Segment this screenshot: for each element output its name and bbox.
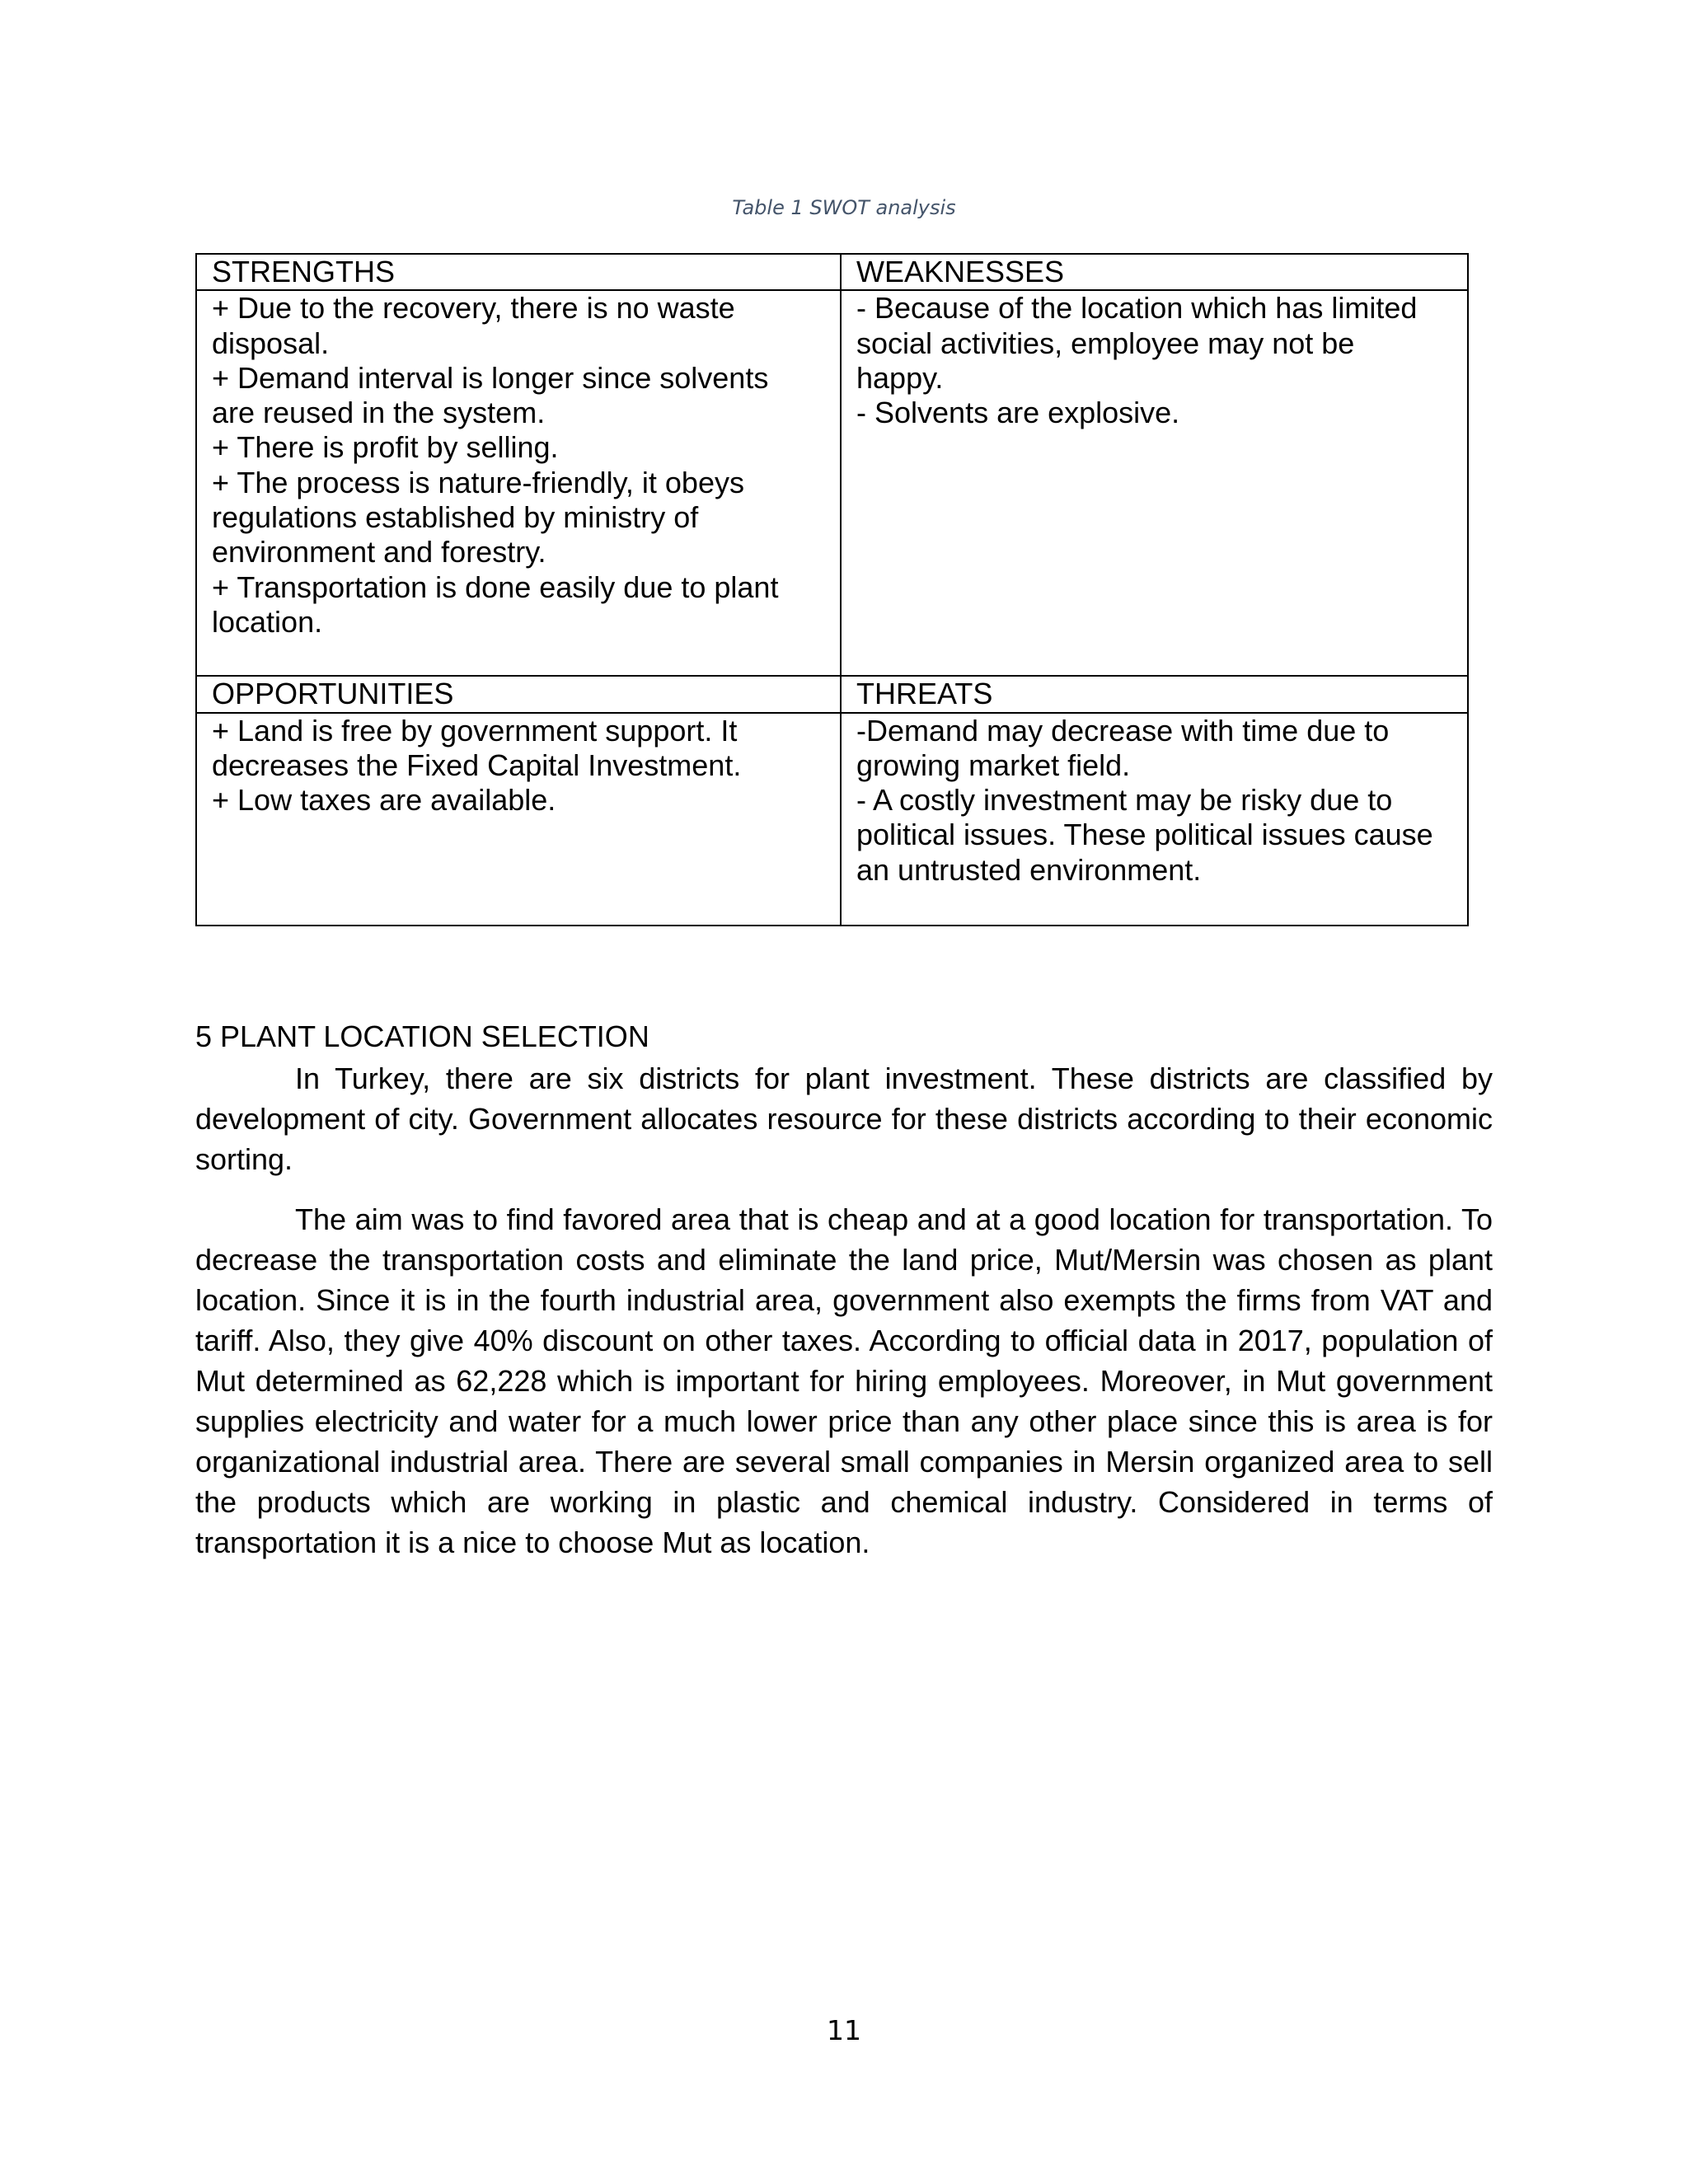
strengths-line: regulations established by ministry of [212, 500, 699, 535]
opportunities-header: OPPORTUNITIES [196, 676, 841, 712]
opportunities-line: + Land is free by government support. It [212, 713, 738, 748]
opportunities-line: + Low taxes are available. [212, 783, 556, 818]
swot-body-row-bottom [196, 713, 1468, 926]
body-paragraph: In Turkey, there are six districts for plant investment. These districts are classified by development of city. Government allocates resource for these districts according to their economic sorting. [195, 1062, 1493, 1176]
strengths-line: disposal. [212, 326, 330, 360]
weaknesses-line: social activities, employee may not be [856, 326, 1355, 360]
section-heading: 5 PLANT LOCATION SELECTION [195, 1019, 649, 1053]
strengths-line: + Transportation is done easily due to plant [212, 569, 779, 604]
threats-line: growing market field. [856, 748, 1131, 782]
swot-header-row-bottom [196, 676, 1468, 712]
strengths-header: STRENGTHS [196, 254, 841, 290]
swot-table [195, 253, 1469, 926]
threats-line: an untrusted environment. [856, 852, 1202, 887]
strengths-line: + Due to the recovery, there is no waste [212, 291, 735, 326]
threats-line: - A costly investment may be risky due to [856, 783, 1393, 818]
strengths-line: are reused in the system. [212, 396, 546, 430]
threats-line: political issues. These political issues cause [856, 818, 1433, 852]
opportunities-line: decreases the Fixed Capital Investment. [212, 748, 742, 782]
weaknesses-header: WEAKNESSES [841, 254, 1468, 290]
threats-header: THREATS [841, 676, 1468, 712]
strengths-line: + The process is nature-friendly, it obeys [212, 465, 744, 499]
weaknesses-cell [841, 290, 1468, 676]
weaknesses-line: - Solvents are explosive. [856, 396, 1180, 430]
swot-header-row-top [196, 254, 1468, 290]
opportunities-cell [196, 713, 841, 926]
strengths-cell [196, 290, 841, 676]
threats-cell [841, 713, 1468, 926]
table-caption: Table 1 SWOT analysis [732, 196, 956, 219]
weaknesses-line: happy. [856, 360, 944, 395]
strengths-line: environment and forestry. [212, 535, 546, 569]
weaknesses-line: - Because of the location which has limited [856, 291, 1418, 326]
strengths-line: location. [212, 604, 323, 639]
swot-body-row-top [196, 290, 1468, 676]
body-paragraph: The aim was to find favored area that is cheap and at a good location for transportation. To decrease the transportation costs and eliminate the land price, Mut/Mersin was chosen as plant location. Since it is in the fourth industrial area, government also exempts the firms from VAT and tariff. Also, they give 40% discount on other taxes. According to official data in 2017, population of Mut determined as 62,228 which is important for hiring employees. Moreover, in Mut government supplies electricity and water for a much lower price than any other place since this is area is for organizational industrial area. There are several small companies in Mersin organized area to sell the products which are working in plastic and chemical industry. Considered in terms of transportation it is a nice to choose Mut as location. [195, 1202, 1493, 1559]
threats-line: -Demand may decrease with time due to [856, 713, 1390, 748]
strengths-line: + There is profit by selling. [212, 430, 559, 465]
page-number: 11 [827, 2014, 861, 2046]
strengths-line: + Demand interval is longer since solvents [212, 360, 769, 395]
